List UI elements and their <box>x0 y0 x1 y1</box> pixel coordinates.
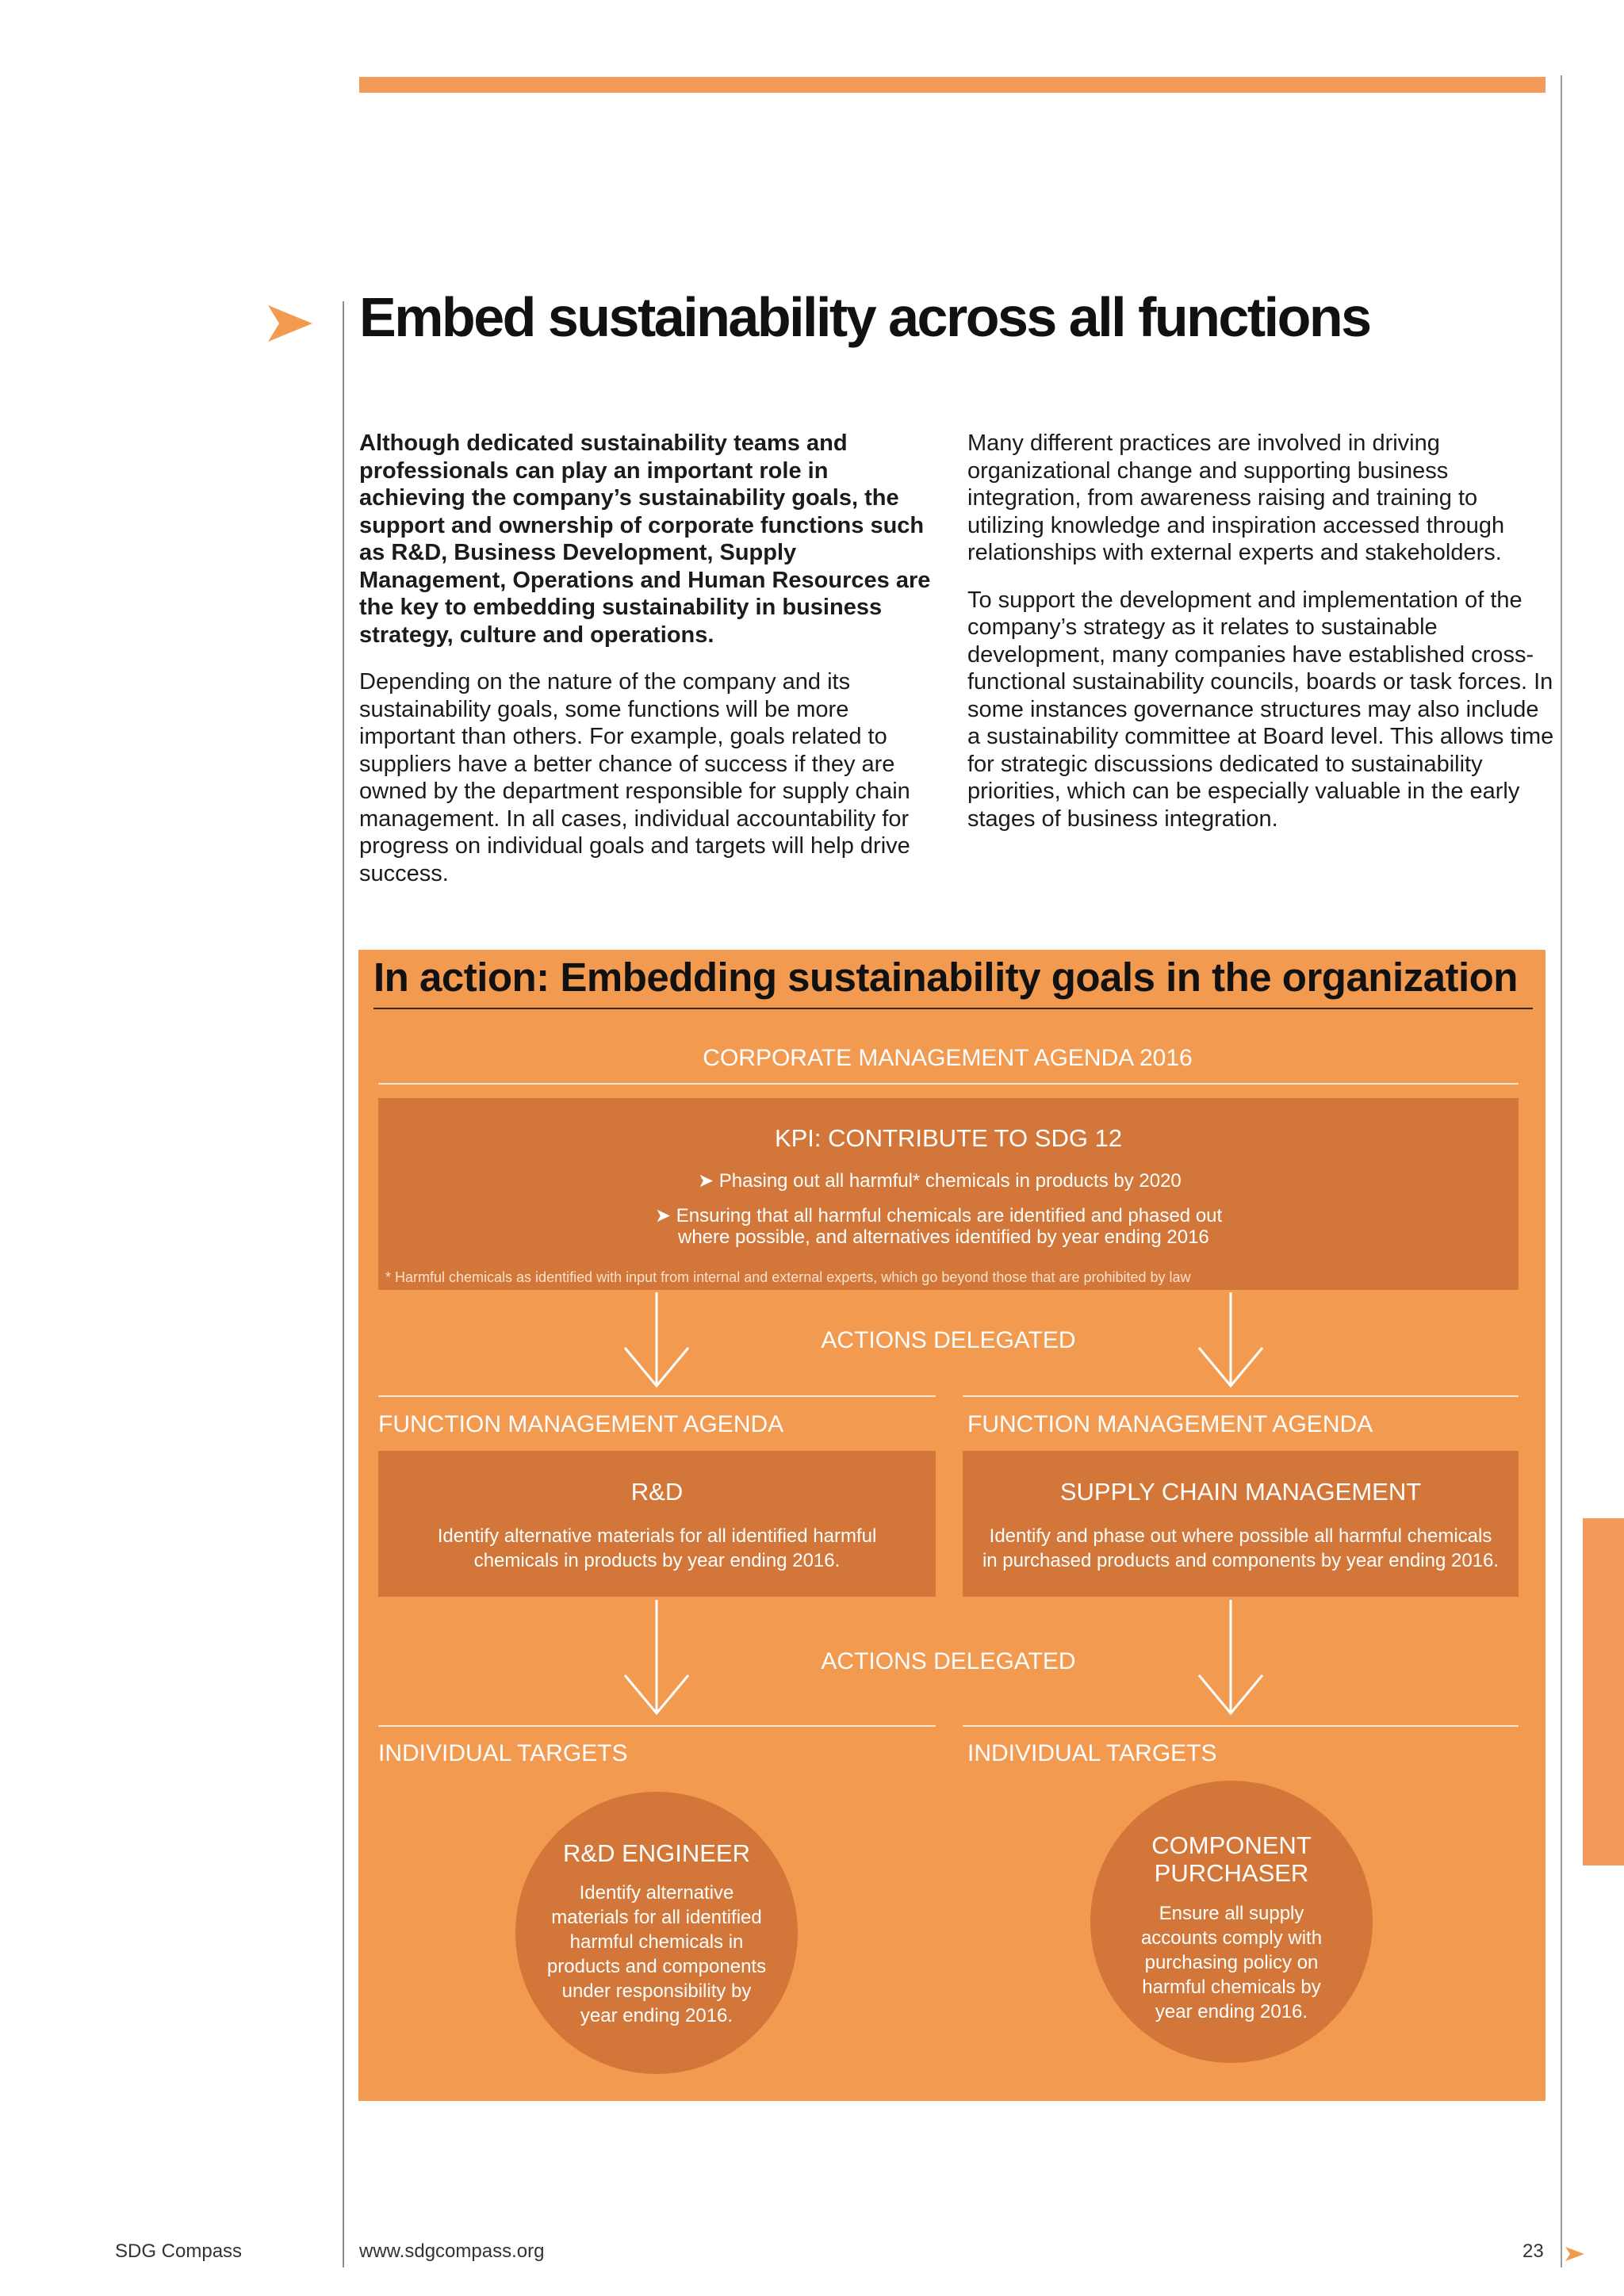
rd-engineer-title: R&D ENGINEER <box>563 1839 750 1867</box>
kpi-bullet-continued: where possible, and alternatives identified by year ending 2016 <box>678 1226 1209 1248</box>
rd-engineer-line: products and components <box>546 1956 767 1977</box>
right-column <box>967 430 1554 852</box>
page-number: 23 <box>1522 2241 1544 2262</box>
scm-box <box>963 1451 1519 1597</box>
component-purchaser-title: COMPONENT <box>1151 1831 1312 1859</box>
page-title: Embed sustainability across all functions <box>359 286 1370 348</box>
rd-engineer-line: Identify alternative <box>579 1882 734 1904</box>
function-agenda-label: FUNCTION MANAGEMENT AGENDA <box>967 1411 1373 1437</box>
arrow-down-icon <box>1193 1600 1269 1719</box>
arrow-down-icon <box>619 1292 695 1391</box>
lead-paragraph: Although dedicated sustainability teams and professionals can play an important role in achieving the company’s sustainability goals, the support and ownership of corporate functions such as R&D, Business Development, Supply Management, Operations and Human Resources are the key to embedding sustainability in business strategy, culture and operations. <box>359 430 931 648</box>
individual-targets-label: INDIVIDUAL TARGETS <box>967 1740 1217 1766</box>
rd-engineer-line: materials for all identified <box>551 1907 762 1928</box>
divider <box>963 1725 1519 1727</box>
scm-box-line: in purchased products and components by year ending 2016. <box>982 1550 1500 1571</box>
rd-box-line: Identify alternative materials for all identified harmful <box>437 1525 877 1547</box>
scm-box-title: SUPPLY CHAIN MANAGEMENT <box>1059 1478 1422 1506</box>
arrow-down-icon <box>1193 1292 1269 1391</box>
left-margin-rule <box>343 301 344 2267</box>
right-margin-rule <box>1561 75 1562 2267</box>
rd-engineer-circle <box>515 1792 798 2074</box>
individual-targets-label: INDIVIDUAL TARGETS <box>378 1740 628 1766</box>
body-paragraph: Many different practices are involved in driving organizational change and supporting business integration, from awareness raising and training to utilizing knowledge and inspiration accessed through relationships with external experts and stakeholders. <box>967 430 1505 565</box>
rd-engineer-line: harmful chemicals in <box>569 1931 744 1953</box>
rd-box-title: R&D <box>630 1478 684 1506</box>
divider <box>378 1395 936 1397</box>
divider <box>378 1725 936 1727</box>
corporate-agenda-label: CORPORATE MANAGEMENT AGENDA 2016 <box>703 1045 1193 1071</box>
component-purchaser-line: harmful chemicals by <box>1142 1976 1321 1998</box>
rd-engineer-line: under responsibility by <box>561 1980 752 2002</box>
footer-brand: SDG Compass <box>115 2241 243 2262</box>
chevron-right-icon <box>266 304 314 343</box>
footer-url[interactable]: www.sdgcompass.org <box>359 2241 545 2262</box>
rd-box <box>378 1451 936 1597</box>
arrow-bullet-icon: ➤ <box>655 1205 672 1226</box>
actions-delegated-label: ACTIONS DELEGATED <box>821 1327 1076 1353</box>
component-purchaser-line: purchasing policy on <box>1144 1952 1319 1973</box>
arrow-down-icon <box>619 1600 695 1719</box>
function-agenda-label: FUNCTION MANAGEMENT AGENDA <box>378 1411 784 1437</box>
kpi-footnote: * Harmful chemicals as identified with input from internal and external experts, which go beyond those that are prohibited by law <box>385 1269 1191 1285</box>
component-purchaser-line: Ensure all supply <box>1159 1903 1304 1924</box>
panel-title: In action: Embedding sustainability goals in the organization <box>373 955 1518 1000</box>
rd-engineer-line: year ending 2016. <box>580 2005 733 2026</box>
arrow-bullet-icon: ➤ <box>698 1170 714 1192</box>
next-page-arrow-icon <box>1564 2245 1586 2263</box>
component-purchaser-circle <box>1090 1781 1373 2063</box>
kpi-title: KPI: CONTRIBUTE TO SDG 12 <box>774 1124 1123 1152</box>
divider <box>378 1083 1519 1085</box>
divider <box>963 1395 1519 1397</box>
panel-title-rule <box>373 1008 1533 1009</box>
component-purchaser-line: year ending 2016. <box>1155 2001 1308 2022</box>
component-purchaser-title: PURCHASER <box>1154 1859 1309 1887</box>
kpi-bullet: ➤ Phasing out all harmful* chemicals in products by 2020 <box>698 1170 1182 1192</box>
top-accent-bar <box>359 77 1545 93</box>
section-tab <box>1583 1518 1624 1866</box>
left-column <box>359 430 938 907</box>
body-paragraph: Depending on the nature of the company and its sustainability goals, some functions will be more important than others. For example, goals related to suppliers have a better chance of success if they are owned by the department responsible for supply chain management. In all cases, individual accountability for progress on individual goals and targets will help drive success. <box>359 669 910 886</box>
scm-box-line: Identify and phase out where possible all harmful chemicals <box>989 1525 1492 1547</box>
actions-delegated-label: ACTIONS DELEGATED <box>821 1648 1076 1674</box>
kpi-bullet: ➤ Ensuring that all harmful chemicals are identified and phased out <box>655 1205 1223 1226</box>
body-paragraph: To support the development and implementation of the company’s strategy as it relates to sustainable development, many companies have established cross-functional sustainability councils, boards or task forces. In some instances governance structures may also include a sustainability committee at Board level. This allows time for strategic discussions dedicated to sustainability priorities, which can be especially valuable in the early stages of business integration. <box>967 587 1554 832</box>
component-purchaser-line: accounts comply with <box>1140 1927 1323 1949</box>
rd-box-line: chemicals in products by year ending 2016. <box>473 1550 841 1571</box>
